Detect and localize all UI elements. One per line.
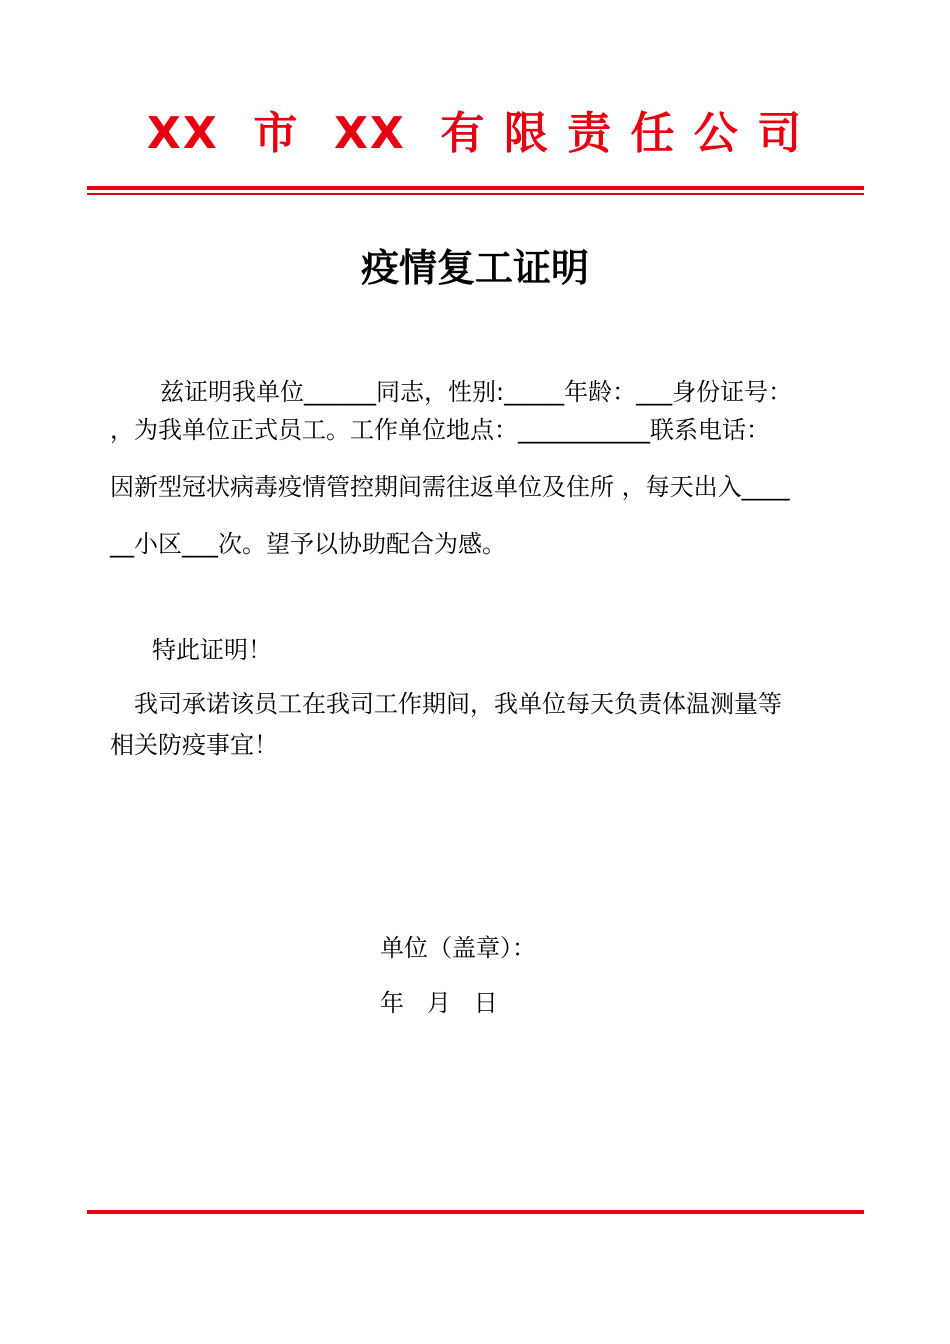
body-line-1: 兹证明我单位______同志，性别:_____年龄：___身份证号： <box>160 378 793 406</box>
footer-rule <box>87 1210 864 1214</box>
company-header: XX 市 XX 有 限 责 任 公 司 <box>146 108 804 159</box>
header-rule-thin <box>87 193 864 195</box>
certify-text: 特此证明！ <box>152 636 272 664</box>
body-line-4: __小区___次。望予以协助配合为感。 <box>110 530 506 558</box>
body-line-3: 因新型冠状病毒疫情管控期间需往返单位及住所 ，每天出入____ <box>110 473 790 501</box>
promise-line-2: 相关防疫事宜！ <box>110 731 278 759</box>
header-rule-thick <box>87 186 864 190</box>
document-title: 疫情复工证明 <box>360 246 589 290</box>
signature-unit-label: 单位（盖章）： <box>380 934 536 962</box>
signature-date-label: 年 月 日 <box>380 989 498 1017</box>
promise-line-1: 我司承诺该员工在我司工作期间，我单位每天负责体温测量等 <box>134 690 782 718</box>
body-line-2: ，为我单位正式员工。工作单位地点：___________联系电话： <box>110 416 770 444</box>
